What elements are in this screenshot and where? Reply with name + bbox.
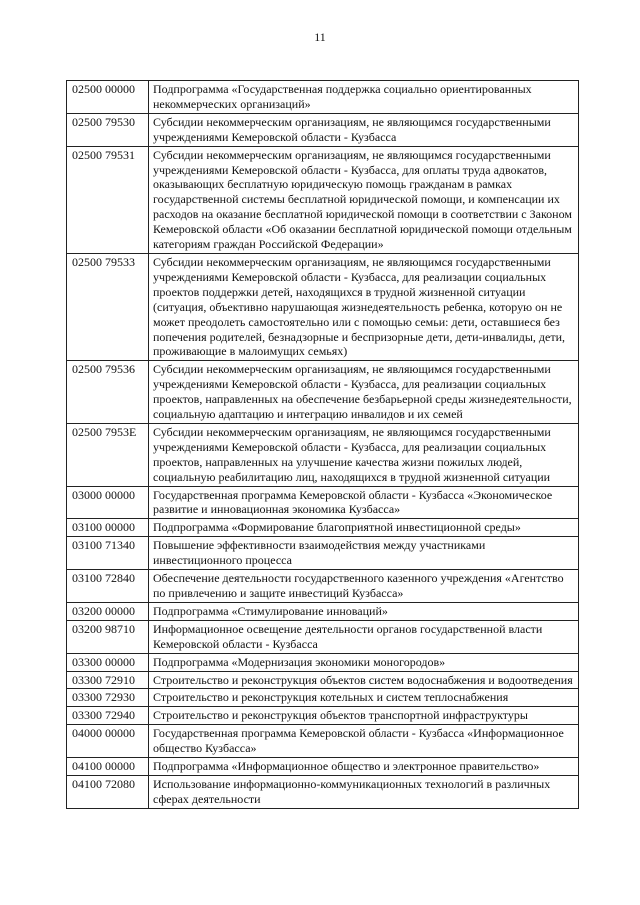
row-description: Подпрограмма «Формирование благоприятной инвестиционной среды» — [149, 519, 579, 537]
table-row — [67, 146, 579, 253]
row-description: Субсидии некоммерческим организациям, не являющимся государственными учреждениями Кемеровской области - Кузбасса — [149, 113, 579, 146]
table-row — [67, 113, 579, 146]
table-row — [67, 689, 579, 707]
table-row — [67, 537, 579, 570]
row-code: 03100 00000 — [67, 519, 149, 537]
row-code: 02500 7953Е — [67, 423, 149, 486]
row-code: 03300 72910 — [67, 671, 149, 689]
table-row — [67, 423, 579, 486]
row-code: 02500 00000 — [67, 81, 149, 114]
page-number: 11 — [314, 30, 326, 44]
row-description: Подпрограмма «Стимулирование инноваций» — [149, 602, 579, 620]
table-row — [67, 620, 579, 653]
row-code: 02500 79536 — [67, 361, 149, 424]
row-description: Строительство и реконструкция объектов транспортной инфраструктуры — [149, 707, 579, 725]
row-code: 03300 00000 — [67, 653, 149, 671]
row-description: Государственная программа Кемеровской области - Кузбасса «Экономическое развитие и инновационная экономика Кузбасса» — [149, 486, 579, 519]
row-description: Использование информационно-коммуникационных технологий в различных сферах деятельности — [149, 775, 579, 808]
budget-codes-table — [66, 80, 579, 809]
table-row — [67, 361, 579, 424]
row-description: Подпрограмма «Государственная поддержка социально ориентированных некоммерческих организаций» — [149, 81, 579, 114]
row-code: 03200 00000 — [67, 602, 149, 620]
table-row — [67, 725, 579, 758]
row-code: 03000 00000 — [67, 486, 149, 519]
row-description: Информационное освещение деятельности органов государственной власти Кемеровской области - Кузбасса — [149, 620, 579, 653]
table-row — [67, 671, 579, 689]
row-description: Субсидии некоммерческим организациям, не являющимся государственными учреждениями Кемеровской области - Кузбасса, для реализации социальных проектов, направленных на обеспечение безбарьерной среды жизнедеятельности, социальную адаптацию и интеграцию инвалидов и их семей — [149, 361, 579, 424]
row-description: Субсидии некоммерческим организациям, не являющимся государственными учреждениями Кемеровской области - Кузбасса, для оплаты труда адвокатов, оказывающих бесплатную юридическую помощь гражданам в рамках государственной системы бесплатной юридической помощи, и компенсации их расходов на оказание бесплатной юридической помощи в соответствии с Законом Кемеровской области «Об оказании бесплатной юридической помощи отдельным категориям граждан Российской Федерации» — [149, 146, 579, 253]
table-row — [67, 253, 579, 360]
row-code: 03300 72940 — [67, 707, 149, 725]
row-description: Повышение эффективности взаимодействия между участниками инвестиционного процесса — [149, 537, 579, 570]
row-code: 02500 79530 — [67, 113, 149, 146]
row-description: Строительство и реконструкция объектов систем водоснабжения и водоотведения — [149, 671, 579, 689]
row-code: 02500 79533 — [67, 253, 149, 360]
table-row — [67, 519, 579, 537]
row-description: Обеспечение деятельности государственного казенного учреждения «Агентство по привлечению и защите инвестиций Кузбасса» — [149, 570, 579, 603]
table-row — [67, 81, 579, 114]
row-description: Субсидии некоммерческим организациям, не являющимся государственными учреждениями Кемеровской области - Кузбасса, для реализации социальных проектов, направленных на улучшение качества жизни пожилых людей, социальную реабилитацию лиц, находящихся в трудной жизненной ситуации — [149, 423, 579, 486]
row-code: 03100 72840 — [67, 570, 149, 603]
row-code: 04100 72080 — [67, 775, 149, 808]
row-code: 03100 71340 — [67, 537, 149, 570]
table-row — [67, 758, 579, 776]
row-code: 03200 98710 — [67, 620, 149, 653]
table-row — [67, 570, 579, 603]
row-code: 03300 72930 — [67, 689, 149, 707]
row-code: 02500 79531 — [67, 146, 149, 253]
row-description: Строительство и реконструкция котельных и систем теплоснабжения — [149, 689, 579, 707]
table-row — [67, 707, 579, 725]
row-description: Субсидии некоммерческим организациям, не являющимся государственными учреждениями Кемеровской области - Кузбасса, для реализации социальных проектов поддержки детей, находящихся в трудной жизненной ситуации (ситуация, объективно нарушающая жизнедеятельность ребенка, которую он не может преодолеть самостоятельно или с помощью семьи: дети, оставшиеся без попечения родителей, безнадзорные и беспризорные дети, дети-инвалиды, дети, проживающие в малоимущих семьях) — [149, 253, 579, 360]
table-row — [67, 653, 579, 671]
row-description: Подпрограмма «Модернизация экономики моногородов» — [149, 653, 579, 671]
row-code: 04100 00000 — [67, 758, 149, 776]
table-row — [67, 486, 579, 519]
row-description: Подпрограмма «Информационное общество и электронное правительство» — [149, 758, 579, 776]
table-row — [67, 775, 579, 808]
row-description: Государственная программа Кемеровской области - Кузбасса «Информационное общество Кузбасса» — [149, 725, 579, 758]
table-row — [67, 602, 579, 620]
row-code: 04000 00000 — [67, 725, 149, 758]
table-body — [67, 81, 579, 809]
